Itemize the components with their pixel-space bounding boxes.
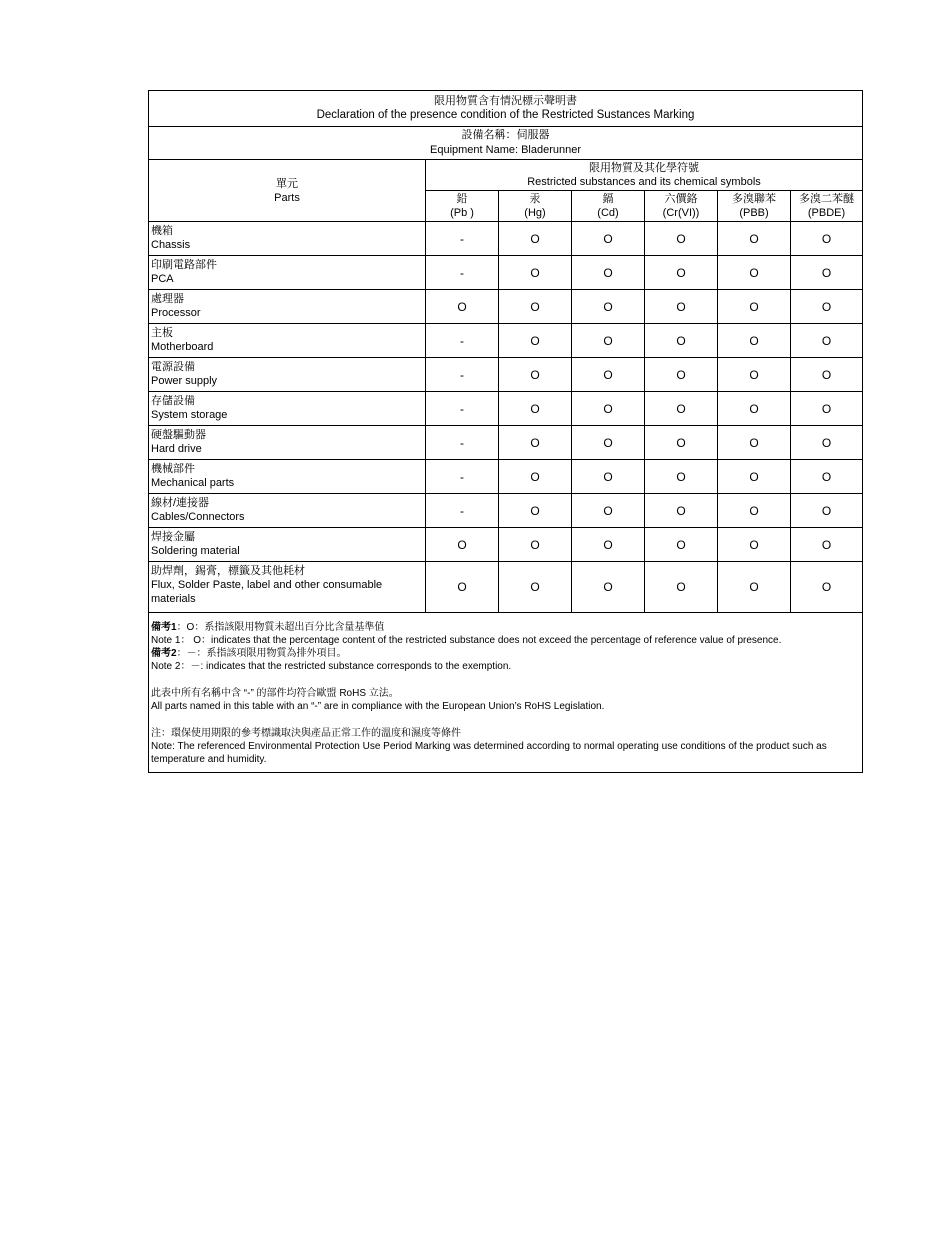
substance-value-cell: O <box>499 222 572 256</box>
substance-header-pbb <box>718 191 791 222</box>
table-row <box>149 528 863 562</box>
substance-value-cell: O <box>572 324 645 358</box>
substance-value-cell: O <box>572 222 645 256</box>
substance-cn: 六價鉻 <box>664 193 698 205</box>
substance-value-cell: O <box>791 256 863 290</box>
table-row <box>149 324 863 358</box>
substance-value-cell: O <box>499 426 572 460</box>
part-name-cell <box>149 222 426 256</box>
part-name-en: Motherboard <box>151 341 214 353</box>
part-name-en: Hard drive <box>151 443 202 455</box>
substance-value-cell: O <box>572 494 645 528</box>
part-name-en: Cables/Connectors <box>151 511 245 523</box>
substance-value-cell: O <box>645 562 718 613</box>
substance-value-cell: O <box>499 256 572 290</box>
epup-note-en: Note: The referenced Environmental Protection Use Period Marking was determined according to normal operating use conditions of the product such as temperature and humidity. <box>151 741 827 765</box>
part-name-cell <box>149 460 426 494</box>
note1-en: Note 1： O：indicates that the percentage content of the restricted substance does not exceed the percentage of reference value of presence. <box>151 635 782 646</box>
substance-value-cell: O <box>499 460 572 494</box>
substance-value-cell: O <box>426 290 499 324</box>
table-row <box>149 460 863 494</box>
substance-value-cell: O <box>791 426 863 460</box>
substance-value-cell: - <box>426 460 499 494</box>
substance-value-cell: O <box>791 358 863 392</box>
substance-value-cell: O <box>572 528 645 562</box>
substance-value-cell: O <box>572 256 645 290</box>
substance-value-cell: O <box>791 324 863 358</box>
part-name-cn: 機箱 <box>151 225 173 237</box>
part-name-en: PCA <box>151 273 174 285</box>
substance-value-cell: O <box>791 494 863 528</box>
part-name-cn: 機械部件 <box>151 463 195 475</box>
table-row <box>149 392 863 426</box>
substance-cn: 多溴二苯醚 <box>799 193 855 205</box>
note1-cn <box>151 621 860 634</box>
substance-cn: 多溴聯苯 <box>732 193 776 205</box>
part-name-cell <box>149 426 426 460</box>
substance-symbol: (PBDE) <box>807 207 846 219</box>
note1-cn-text: ：O：系指該限用物質未超出百分比含量基準值 <box>176 622 385 633</box>
substance-value-cell: O <box>791 222 863 256</box>
substance-symbol: (PBB) <box>739 207 769 219</box>
note1-label: 備考1 <box>151 622 177 633</box>
substance-value-cell: O <box>499 290 572 324</box>
note2-label: 備考2 <box>151 648 177 659</box>
part-name-cell <box>149 290 426 324</box>
part-name-en: Power supply <box>151 375 218 387</box>
substance-value-cell: O <box>499 494 572 528</box>
substance-value-cell: O <box>499 324 572 358</box>
parts-header-en: Parts <box>274 191 300 204</box>
part-name-cn: 印刷電路部件 <box>151 259 217 271</box>
substance-value-cell: O <box>718 426 791 460</box>
substance-value-cell: O <box>718 460 791 494</box>
substance-value-cell: O <box>645 528 718 562</box>
substance-value-cell: O <box>572 290 645 324</box>
substance-value-cell: O <box>645 358 718 392</box>
equipment-cn-label: 設備名稱： <box>461 129 517 141</box>
substance-value-cell: - <box>426 426 499 460</box>
substance-value-cell: O <box>718 290 791 324</box>
substance-value-cell: O <box>718 358 791 392</box>
table-row <box>149 426 863 460</box>
substance-value-cell: O <box>499 562 572 613</box>
substance-cn: 鉛 <box>456 193 468 205</box>
part-name-cell <box>149 562 426 613</box>
substance-value-cell: O <box>718 562 791 613</box>
part-name-cn: 電源設備 <box>151 361 195 373</box>
substance-header-cadmium <box>572 191 645 222</box>
substance-value-cell: O <box>645 426 718 460</box>
substance-value-cell: - <box>426 222 499 256</box>
substance-value-cell: O <box>572 562 645 613</box>
substance-value-cell: O <box>645 324 718 358</box>
substance-value-cell: O <box>791 460 863 494</box>
substance-value-cell: O <box>572 358 645 392</box>
equipment-cn-value: 伺服器 <box>516 129 550 141</box>
table-row <box>149 256 863 290</box>
table-row <box>149 290 863 324</box>
equipment-en: Equipment Name: Bladerunner <box>430 144 582 156</box>
notes <box>149 613 863 773</box>
title-cn: 限用物質含有情況標示聲明書 <box>434 95 578 107</box>
substance-symbol: (Hg) <box>524 207 546 219</box>
part-name-en: Mechanical parts <box>151 477 235 489</box>
table-row <box>149 562 863 613</box>
substance-header-chromium <box>645 191 718 222</box>
note2-cn <box>151 647 860 660</box>
substance-value-cell: O <box>499 392 572 426</box>
restricted-substances-header <box>426 160 863 191</box>
substance-value-cell: O <box>499 358 572 392</box>
substance-value-cell: O <box>718 392 791 426</box>
part-name-cell <box>149 256 426 290</box>
part-name-en: Flux, Solder Paste, label and other consumable materials <box>151 579 383 605</box>
part-name-en: Processor <box>151 307 201 319</box>
substance-cn: 鎘 <box>602 193 614 205</box>
restricted-header-en: Restricted substances and its chemical symbols <box>527 176 761 188</box>
part-name-cn: 焊接金屬 <box>151 531 195 543</box>
substance-symbol: (Pb ) <box>450 207 474 219</box>
substance-value-cell: O <box>791 392 863 426</box>
part-name-cn: 主板 <box>151 327 173 339</box>
rohs-table <box>148 90 863 773</box>
substance-header-pbde <box>791 191 863 222</box>
part-name-cn: 線材/連接器 <box>151 497 210 509</box>
parts-rows <box>149 222 863 613</box>
part-name-cell <box>149 494 426 528</box>
title-en: Declaration of the presence condition of the Restricted Sustances Marking <box>316 109 695 121</box>
part-name-en: System storage <box>151 409 228 421</box>
part-name-cn: 硬盤驅動器 <box>151 429 206 441</box>
substance-cn: 汞 <box>529 193 541 205</box>
substance-value-cell: O <box>645 460 718 494</box>
substance-value-cell: - <box>426 324 499 358</box>
part-name-cn: 處理器 <box>151 293 184 305</box>
parts-header-cn: 單元 <box>276 177 298 190</box>
part-name-cn: 助焊劑，錫膏，標籤及其他耗材 <box>151 565 305 577</box>
substance-value-cell: - <box>426 494 499 528</box>
substance-value-cell: O <box>791 290 863 324</box>
substance-value-cell: O <box>718 494 791 528</box>
part-name-cell <box>149 528 426 562</box>
part-name-cell <box>149 324 426 358</box>
substance-value-cell: O <box>791 562 863 613</box>
equipment-name <box>149 127 863 160</box>
rohs-note-en: All parts named in this table with an “-” are in compliance with the European Union’s RoHS Legislation. <box>151 701 605 712</box>
table-row <box>149 494 863 528</box>
substance-value-cell: O <box>572 460 645 494</box>
substance-value-cell: - <box>426 358 499 392</box>
substance-value-cell: O <box>645 222 718 256</box>
part-name-cn: 存儲設備 <box>151 395 195 407</box>
part-name-en: Chassis <box>151 239 191 251</box>
parts-header <box>149 160 426 222</box>
substance-value-cell: O <box>645 392 718 426</box>
substance-value-cell: O <box>572 426 645 460</box>
substance-header-mercury <box>499 191 572 222</box>
substance-value-cell: O <box>791 528 863 562</box>
substance-symbol: (Cr(VI)) <box>662 207 700 219</box>
part-name-cell <box>149 392 426 426</box>
substance-value-cell: O <box>645 256 718 290</box>
epup-note-cn: 注：環保使用期限的參考標識取決與產品正常工作的溫度和濕度等條件 <box>151 728 461 739</box>
substance-value-cell: - <box>426 392 499 426</box>
substance-value-cell: O <box>426 528 499 562</box>
table-row <box>149 358 863 392</box>
part-name-cell <box>149 358 426 392</box>
substance-symbol: (Cd) <box>597 207 619 219</box>
note2-cn-text: ：－：系指該項限用物質為排外項目。 <box>176 648 347 659</box>
substance-value-cell: O <box>718 528 791 562</box>
substance-value-cell: O <box>572 392 645 426</box>
substance-value-cell: O <box>426 562 499 613</box>
restricted-header-cn: 限用物質及其化學符號 <box>589 162 700 174</box>
rohs-declaration <box>148 90 862 773</box>
substance-header-lead <box>426 191 499 222</box>
substance-value-cell: O <box>718 324 791 358</box>
rohs-note-cn: 此表中所有名稱中含 “-” 的部件均符合歐盟 RoHS 立法。 <box>151 688 399 699</box>
equipment-cn <box>149 128 862 143</box>
substance-value-cell: O <box>718 222 791 256</box>
document-title <box>149 91 863 127</box>
substance-value-cell: O <box>645 494 718 528</box>
note2-en: Note 2：－: indicates that the restricted substance corresponds to the exemption. <box>151 661 512 672</box>
part-name-en: Soldering material <box>151 545 240 557</box>
substance-value-cell: O <box>718 256 791 290</box>
substance-value-cell: O <box>499 528 572 562</box>
substance-value-cell: O <box>645 290 718 324</box>
substance-value-cell: - <box>426 256 499 290</box>
table-row <box>149 222 863 256</box>
